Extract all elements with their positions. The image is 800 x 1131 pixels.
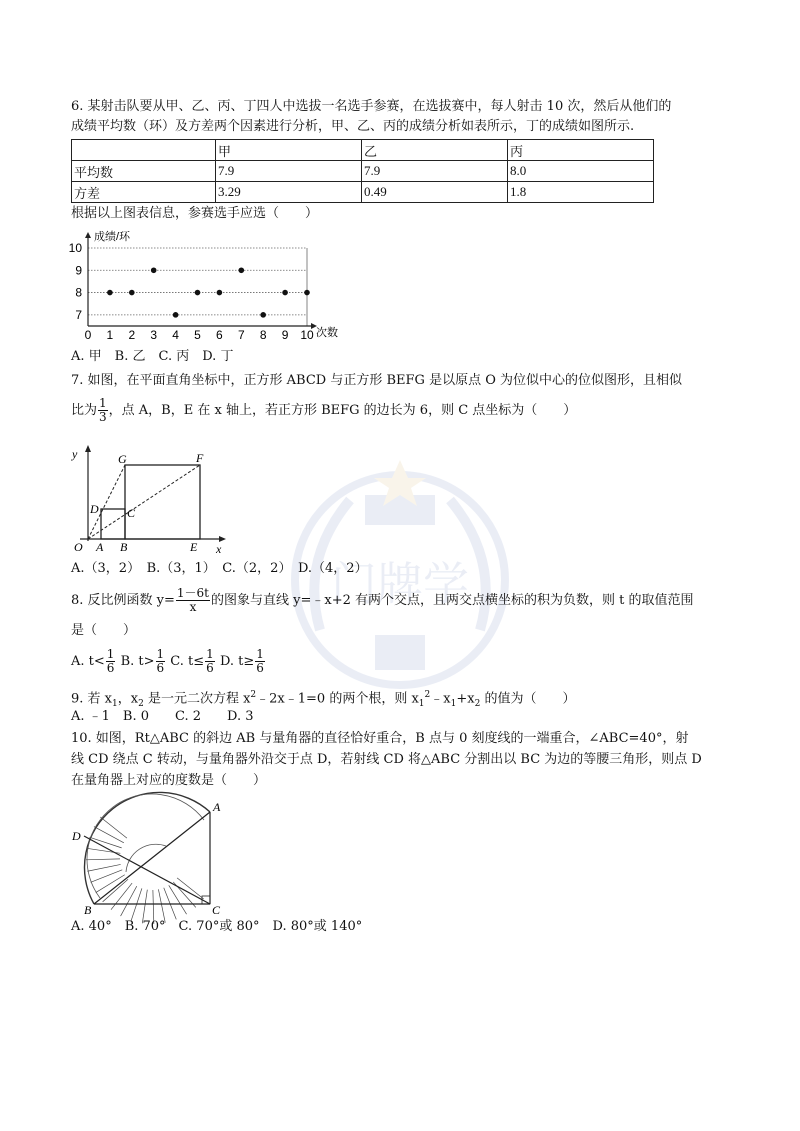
data-point	[195, 290, 201, 296]
table-cell: 0.49	[362, 182, 508, 203]
q9-text: ﹣x	[430, 691, 451, 707]
label-D: D	[72, 829, 81, 843]
protractor-tick	[91, 870, 123, 883]
q10-protractor-figure	[66, 794, 226, 917]
opt-fraction	[106, 648, 116, 675]
table-cell: 丙	[508, 140, 654, 161]
q7-options: A.（3，2） B.（3，1） C.（2，2） D.（4，2）	[71, 561, 368, 576]
q8-line2: 是（ ）	[71, 623, 137, 638]
q6-prompt: 根据以上图表信息，参赛选手应选（ ）	[71, 206, 319, 221]
frac-num: 1	[206, 647, 214, 661]
x-tick-label: 5	[194, 328, 201, 342]
subscript: 1	[418, 698, 425, 709]
label-B: B	[84, 903, 92, 917]
x-tick-label: 8	[259, 328, 267, 342]
q10-line1: 10. 如图，Rt△ABC 的斜边 AB 与量角器的直径恰好重合，B 点与 0 刻度线的一端重合，∠ABC=40°，射	[71, 731, 689, 746]
q6-scatter-chart	[70, 228, 360, 348]
data-point	[217, 290, 223, 296]
label-B: B	[120, 540, 128, 554]
q7-fraction	[98, 397, 108, 424]
q7-line2-pre: 比为	[71, 403, 98, 418]
frac-num: 1	[256, 647, 264, 661]
q8-pre: 8. 反比例函数 y=	[71, 593, 175, 608]
table-cell: 7.9	[362, 161, 508, 182]
x-tick-label: 4	[172, 328, 179, 342]
table-cell: 平均数	[72, 161, 216, 182]
protractor-tick	[103, 879, 128, 902]
data-point	[151, 267, 157, 273]
q8-opt-c: C. t≤	[170, 654, 205, 669]
frac-num: 1	[99, 396, 107, 410]
x-tick-label: 6	[216, 328, 223, 342]
x-tick-label: 2	[128, 328, 136, 342]
q9-text: ，x	[117, 691, 139, 707]
subscript: 2	[138, 698, 144, 709]
opt-fraction	[255, 648, 265, 675]
q10-line2: 线 CD 绕点 C 转动，与量角器外沿交于点 D，若射线 CD 将△ABC 分割出以 BC 为边的等腰三角形，则点 D	[71, 752, 702, 767]
table-cell	[72, 140, 216, 161]
protractor-tick	[86, 859, 120, 860]
y-tick-label: 8	[75, 285, 82, 300]
label-A: A	[213, 800, 221, 814]
table-cell: 1.8	[508, 182, 654, 203]
y-tick-label: 10	[68, 241, 82, 255]
subscript: 1	[112, 698, 118, 709]
q9-text: ﹣2x﹣1=0 的两个根，则 x	[256, 691, 419, 707]
chart-ylabel: 成绩/环	[94, 231, 131, 243]
label-C: C	[212, 903, 221, 917]
table-cell: 乙	[362, 140, 508, 161]
frac-den: 6	[206, 661, 214, 675]
label-C: C	[127, 506, 136, 520]
chart-xlabel: 次数	[316, 327, 338, 339]
table-cell: 3.29	[216, 182, 362, 203]
q6-line1: 6. 某射击队要从甲、乙、丙、丁四人中选拔一名选手参赛，在选拔赛中，每人射击 10 次，然后从他们的	[71, 99, 672, 114]
protractor-tick	[111, 883, 132, 910]
subscript: 1	[450, 698, 457, 709]
q7-line2	[71, 397, 576, 424]
q8-line1	[71, 587, 694, 614]
label-G: G	[118, 452, 127, 466]
table-cell: 方差	[72, 182, 216, 203]
frac-den: 3	[99, 410, 107, 424]
opt-fraction	[205, 648, 215, 675]
q9-text: 9. 若 x	[71, 691, 112, 707]
q9-text: 的值为（ ）	[480, 691, 576, 707]
q8-opt-b: B. t>	[120, 654, 155, 669]
data-point	[107, 290, 113, 296]
y-axis-arrow	[85, 232, 91, 238]
q6-line2: 成绩平均数（环）及方差两个因素进行分析，甲、乙、丙的成绩分析如表所示，丁的成绩如图所示.	[71, 119, 635, 134]
q7-line2-post: ，点 A，B，E 在 x 轴上，若正方形 BEFG 的边长为 6，则 C 点坐标为（ ）	[108, 403, 577, 418]
x-tick-label: 0	[84, 328, 92, 342]
q8-opt-a: A. t<	[71, 654, 105, 669]
superscript: 2	[250, 690, 257, 700]
frac-num: 1	[106, 647, 115, 661]
label-A: A	[96, 540, 104, 554]
subscript: 2	[474, 698, 481, 709]
y-tick-label: 7	[75, 307, 82, 322]
table-cell: 7.9	[216, 161, 362, 182]
frac-den: 6	[256, 661, 264, 675]
protractor-tick	[100, 817, 127, 838]
label-E: E	[190, 540, 198, 554]
frac-num: 1－6t	[176, 586, 209, 600]
q9-text: +x	[456, 691, 475, 707]
label-x: x	[216, 542, 222, 556]
superscript: 2	[424, 690, 431, 700]
q6-options: A. 甲 B. 乙 C. 丙 D. 丁	[71, 349, 234, 364]
q10-options: A. 40° B. 70° C. 70°或 80° D. 80°或 140°	[71, 919, 363, 934]
frac-den: x	[189, 600, 197, 614]
frac-den: 6	[106, 661, 115, 675]
x-tick-label: 10	[300, 328, 314, 342]
q8-post: 的图象与直线 y=﹣x+2 有两个交点，且两交点横坐标的积为负数，则 t 的取值范围	[211, 593, 694, 608]
label-F: F	[196, 451, 204, 465]
label-O: O	[74, 540, 83, 554]
label-y: y	[72, 447, 78, 461]
q9-options: A. ﹣1 B. 0 C. 2 D. 3	[71, 709, 254, 724]
q8-fraction	[176, 587, 210, 614]
data-point	[282, 290, 288, 296]
data-point	[239, 267, 245, 273]
x-tick-label: 9	[281, 328, 289, 342]
frac-den: 6	[156, 661, 165, 675]
data-point	[304, 290, 310, 296]
table-row	[72, 182, 654, 203]
table-cell: 甲	[216, 140, 362, 161]
table-cell: 8.0	[508, 161, 654, 182]
label-D: D	[90, 502, 99, 516]
q10-line3: 在量角器上对应的度数是（ ）	[71, 773, 267, 788]
watermark-text: 门牌学	[331, 557, 469, 611]
table-row	[72, 161, 654, 182]
q8-opt-d: D. t≥	[219, 654, 255, 669]
y-tick-label: 9	[75, 263, 82, 278]
q7-line1: 7. 如图，在平面直角坐标中，正方形 ABCD 与正方形 BEFG 是以原点 O 为位似中心的位似图形，且相似	[71, 373, 682, 388]
x-tick-label: 3	[150, 328, 158, 342]
q9-text: 是一元二次方程 x	[143, 691, 251, 707]
x-tick-label: 1	[106, 328, 114, 342]
data-point	[129, 290, 135, 296]
data-point	[260, 312, 266, 318]
q7-figure	[66, 443, 236, 555]
frac-num: 1	[156, 647, 165, 661]
data-point	[173, 312, 179, 318]
x-tick-label: 7	[237, 328, 245, 342]
q8-options	[71, 648, 266, 675]
table-header-row	[72, 140, 654, 161]
q6-table	[71, 139, 654, 203]
protractor-tick	[87, 864, 120, 871]
opt-fraction	[156, 648, 166, 675]
